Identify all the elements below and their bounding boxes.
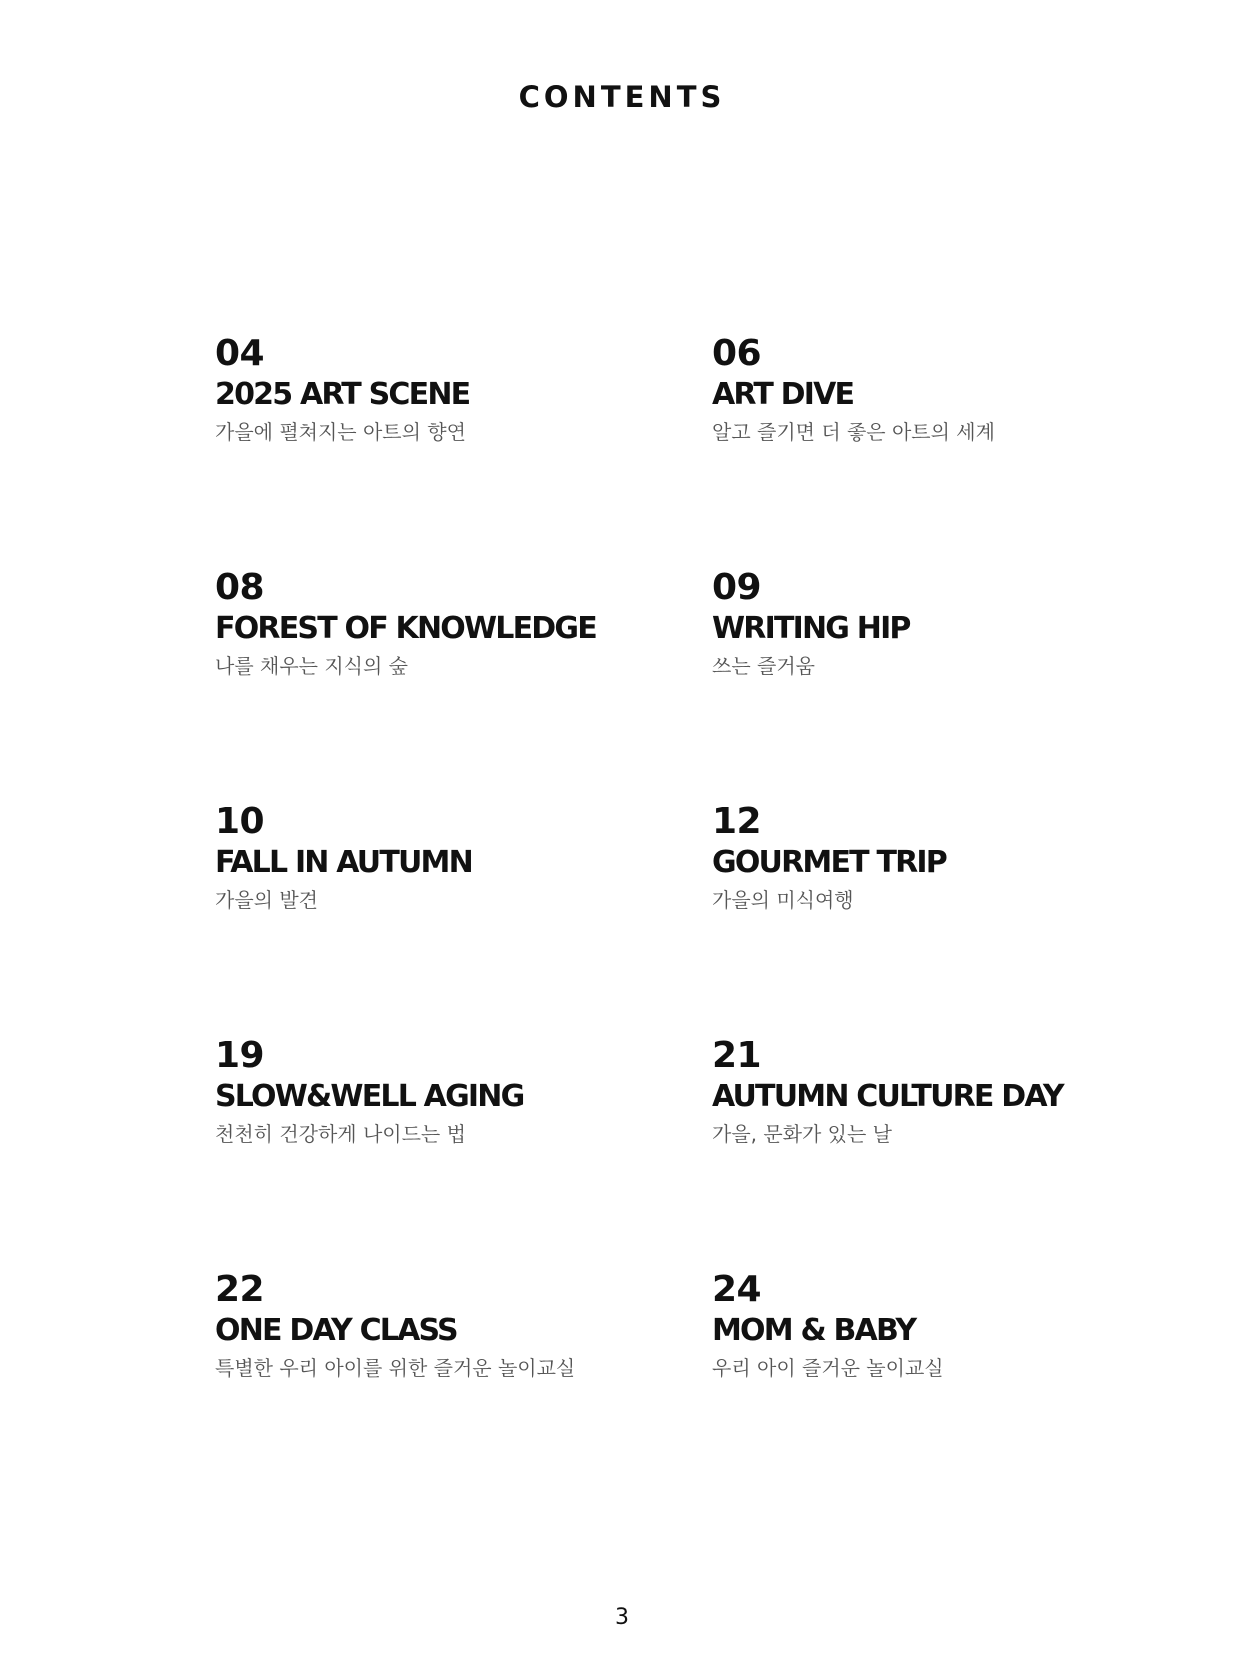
- entry-subtitle: 가을의 미식여행: [712, 888, 854, 912]
- page-number: 3: [615, 1605, 629, 1630]
- entry-subtitle: 우리 아이 즐거운 놀이교실: [712, 1356, 944, 1380]
- entry-subtitle: 알고 즐기면 더 좋은 아트의 세계: [712, 420, 995, 444]
- toc-entry-slow-well-aging[interactable]: [215, 1035, 712, 1269]
- entry-page-number: 24: [712, 1269, 762, 1310]
- toc-entry-gourmet-trip[interactable]: [712, 801, 1095, 1035]
- entry-subtitle: 쓰는 즐거움: [712, 654, 815, 678]
- entry-page-number: 10: [215, 801, 265, 842]
- toc-entry-writing-hip[interactable]: [712, 567, 1095, 801]
- toc-entry-forest-of-knowledge[interactable]: [215, 567, 712, 801]
- toc-entry-art-dive[interactable]: [712, 333, 1095, 567]
- entry-title: GOURMET TRIP: [712, 845, 946, 880]
- table-of-contents: [215, 333, 1095, 1503]
- toc-entry-fall-in-autumn[interactable]: [215, 801, 712, 1035]
- entry-page-number: 08: [215, 567, 265, 608]
- entry-subtitle: 특별한 우리 아이를 위한 즐거운 놀이교실: [215, 1356, 576, 1380]
- entry-title: AUTUMN CULTURE DAY: [712, 1079, 1063, 1114]
- toc-entry-one-day-class[interactable]: [215, 1269, 712, 1503]
- entry-title: FALL IN AUTUMN: [215, 845, 472, 880]
- entry-page-number: 04: [215, 333, 265, 374]
- entry-title: 2025 ART SCENE: [215, 377, 470, 412]
- toc-entry-mom-and-baby[interactable]: [712, 1269, 1095, 1503]
- toc-entry-autumn-culture-day[interactable]: [712, 1035, 1095, 1269]
- entry-page-number: 21: [712, 1035, 762, 1076]
- entry-subtitle: 나를 채우는 지식의 숲: [215, 654, 408, 678]
- entry-page-number: 06: [712, 333, 762, 374]
- entry-subtitle: 가을, 문화가 있는 날: [712, 1122, 892, 1146]
- entry-title: ONE DAY CLASS: [215, 1313, 457, 1348]
- toc-entry-art-scene[interactable]: [215, 333, 712, 567]
- entry-title: WRITING HIP: [712, 611, 910, 646]
- entry-title: SLOW&WELL AGING: [215, 1079, 524, 1114]
- entry-page-number: 09: [712, 567, 762, 608]
- entry-subtitle: 천천히 건강하게 나이드는 법: [215, 1122, 466, 1146]
- entry-subtitle: 가을에 펼쳐지는 아트의 향연: [215, 420, 466, 444]
- entry-page-number: 22: [215, 1269, 265, 1310]
- entry-title: MOM & BABY: [712, 1313, 916, 1348]
- entry-subtitle: 가을의 발견: [215, 888, 318, 912]
- entry-page-number: 19: [215, 1035, 265, 1076]
- entry-title: FOREST OF KNOWLEDGE: [215, 611, 596, 646]
- entry-page-number: 12: [712, 801, 762, 842]
- page-title: CONTENTS: [518, 80, 726, 114]
- entry-title: ART DIVE: [712, 377, 854, 412]
